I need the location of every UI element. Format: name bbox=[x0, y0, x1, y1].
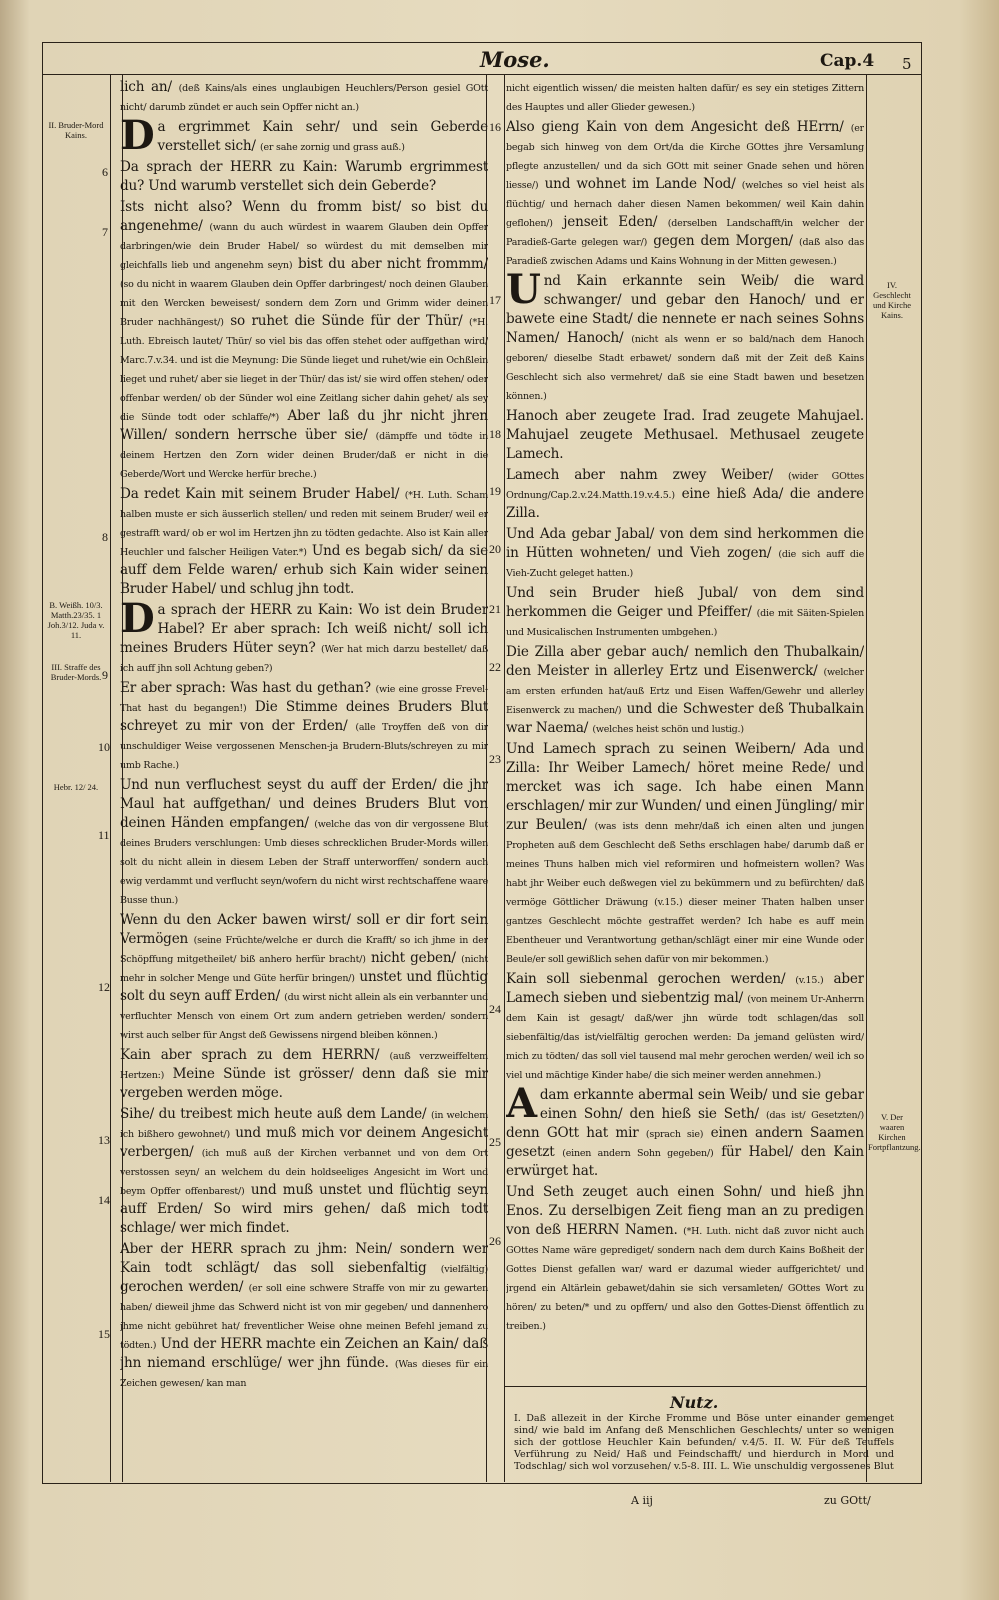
margin-note-bruder-mord: II. Bruder-Mord Kains. bbox=[48, 120, 104, 140]
verse-paragraph: nicht eigentlich wissen/ die meisten halten dafür/ es sey ein stetiges Zittern des Hauptes und aller Glieder gewesen.) bbox=[506, 83, 864, 113]
verse-paragraph: Und Lamech sprach zu seinen Weibern/ Ada und Zilla: Ihr Weiber Lamech/ höret meine Rede/ und mercket was ich sage. Ich habe einen Mann erschlagen/ mir zur Wunden/ und einen Jüngling/ mir zur Beulen/ (was ists denn mehr/daß ich einen alten und jungen Propheten auß dem Geschlecht deß Seths erschlagen habe/ darumb daß er meines Thuns halben mich viel reformiren und hofmeistern wollen? Was habt jhr Weiber euch deßwegen viel zu bekümmern und zu befürchten/ daß vermöge Göttlicher Dräwung (v.15.) dieser meiner Thaten halben unser gantzes Geschlecht möchte gestraffet werden? Ich habe es auff mein Ebentheuer und Verantwortung gethan/schlägt einer mir eine Wunde oder Beule/er soll gewißlich sehen dafür von mir bekommen.) bbox=[506, 741, 864, 965]
header-rule bbox=[42, 74, 922, 75]
verse-number: 25 bbox=[489, 1135, 501, 1149]
verse-number: 23 bbox=[489, 752, 501, 766]
right-margin-rule bbox=[866, 74, 867, 1482]
verse-number: 11 bbox=[98, 828, 110, 842]
verse-paragraph: Da sprach der HERR zu Kain: Wo ist dein Bruder Habel? Er aber sprach: Ich weiß nicht/ soll ich meines Bruders Hüter seyn? (Wer hat mich darzu bestellet/ daß ich auff jhn soll Achtung geben?) bbox=[120, 595, 488, 674]
verse-paragraph: Da sprach der HERR zu Kain: Warumb ergrimmest du? Und warumb verstellet sich dein Geberde? bbox=[120, 159, 488, 194]
left-margin-rule bbox=[110, 74, 111, 1482]
verse-paragraph: Adam erkannte abermal sein Weib/ und sie gebar einen Sohn/ den hieß sie Seth/ (das ist/ Gesetzten/) denn GOtt hat mir (sprach sie) einen andern Saamen gesetzt (einen andern Sohn gegeben/) für Habel/ den Kain erwürget hat. bbox=[506, 1080, 864, 1179]
verse-number: 22 bbox=[489, 660, 501, 674]
verse-number: 10 bbox=[98, 740, 110, 754]
verse-number: 8 bbox=[102, 530, 108, 544]
catchword: zu GOtt/ bbox=[824, 1494, 871, 1507]
verse-paragraph: Und Kain erkannte sein Weib/ die ward schwanger/ und gebar den Hanoch/ und er bawete eine Stadt/ die nennete er nach seines Sohns Namen/ Hanoch/ (nicht als wenn er so bald/nach dem Hanoch geboren/ dieselbe Stadt erbawet/ sondern daß mit der Zeit deß Kains Geschlecht sich also vermehret/ daß sie eine Stadt bawen und besetzen können.) bbox=[506, 266, 864, 402]
verse-paragraph: Die Zilla aber gebar auch/ nemlich den Thubalkain/ den Meister in allerley Ertz und Eisenwerck/ (welcher am ersten erfunden hat/auß Ertz und Eisen Waffen/Gewehr und allerley Eisenwerck zu machen/) und die Schwester deß Thubalkain war Naema/ (welches heist schön und lustig.) bbox=[506, 644, 864, 736]
verse-number: 14 bbox=[98, 1193, 110, 1207]
verse-paragraph: Er aber sprach: Was hast du gethan? (wie eine grosse Frevel-That hast du begangen!) Die Stimme deines Bruders Blut schreyet zu mir von der Erden/ (alle Troyffen deß von dir unschuldiger Weise vergossenen Menschen-ja Brudern-Bluts/schreyen zu mir umb Rache.) bbox=[120, 680, 488, 771]
center-rule-b bbox=[504, 74, 505, 1482]
margin-note-geschlecht-kains: IV. Geschlecht und Kirche Kains. bbox=[872, 280, 911, 320]
verse-paragraph: Sihe/ du treibest mich heute auß dem Lande/ (in welchem ich bißhero gewohnet/) und muß mich vor deinem Angesicht verbergen/ (ich muß auß der Kirchen verbannet und von dem Ort verstossen seyn/ an welchem du dein holdseeliges Angesicht im Wort und beym Opffer offenbarest/) und muß unstet und flüchtig seyn auff Erden/ So wird mirs gehen/ daß mich todt schlage/ wer mich findet. bbox=[120, 1106, 488, 1236]
verse-paragraph: Und sein Bruder hieß Jubal/ von dem sind herkommen die Geiger und Pfeiffer/ (die mit Säiten-Spielen und Musicalischen Instrumenten umbgehen.) bbox=[506, 585, 864, 638]
verse-number: 7 bbox=[102, 225, 108, 239]
verse-paragraph: Hanoch aber zeugete Irad. Irad zeugete Mahujael. Mahujael zeugete Methusael. Methusael zeugete Lamech. bbox=[506, 408, 864, 462]
margin-note-kirchen: V. Der waaren Kirchen Fortpflantzung. bbox=[868, 1112, 921, 1152]
verse-paragraph: Wenn du den Acker bawen wirst/ soll er dir fort sein Vermögen (seine Früchte/welche er durch die Krafft/ so ich jhme in der Schöpffung mitgetheilet/ biß anhero herfür bracht/) nicht geben/ (nicht mehr in solcher Menge und Güte herfür bringen/) unstet und flüchtig solt du seyn auff Erden/ (du wirst nicht allein als ein verbannter und verfluchter Mensch von einem Ort zum andern getrieben werden/ sondern wirst auch selber für Angst deß Gewissens nirgend bleiben können.) bbox=[120, 912, 488, 1041]
running-title: Mose. bbox=[480, 47, 550, 72]
left-text-column bbox=[120, 78, 488, 1480]
nutz-rule bbox=[504, 1386, 866, 1387]
verse-number: 26 bbox=[489, 1234, 501, 1248]
verse-paragraph: Da redet Kain mit seinem Bruder Habel/ (*H. Luth. Scham halben muste er sich äusserlich stellen/ und reden mit seinem Bruder/ weil er gestrafft ward/ ob er wol im Hertzen jhn zu tödten gedachte. Also ist Kain aller Heuchler und falscher Heiligen Vater.*) Und es begab sich/ da sie auff dem Felde waren/ erhub sich Kain wider seinen Bruder Habel/ und schlug jhn todt. bbox=[120, 486, 488, 597]
margin-note-hebr: Hebr. 12/ 24. bbox=[53, 782, 99, 792]
verse-number: 12 bbox=[98, 980, 110, 994]
right-text-column bbox=[506, 78, 864, 1378]
nutz-text: I. Daß allezeit in der Kirche Fromme und Böse unter einander gemenget sind/ wie bald im Anfang deß Menschlichen Geschlechts/ unter so wenigen sich der gottlose Heuchler Kain befunden/ v.4/5. II. W. Für deß Teuffels Verführung zu Neid/ Haß und Feindschafft/ und hierdurch in Mord und Todschlag/ sich wol vorzusehen/ v.5-8. III. L. Wie unschuldig vergossenes Blut bbox=[514, 1413, 894, 1472]
verse-number: 16 bbox=[489, 120, 501, 134]
verse-number: 20 bbox=[489, 542, 501, 556]
verse-number: 18 bbox=[489, 427, 501, 441]
verse-number: 13 bbox=[98, 1133, 110, 1147]
nutz-heading: Nutz. bbox=[670, 1393, 719, 1412]
verse-paragraph: Und nun verfluchest seyst du auff der Erden/ die jhr Maul hat auffgethan/ und deines Bruders Blut von deinen Händen empfangen/ (welche das von dir vergossene Blut deines Bruders verschlungen: Umb dieses schrecklichen Bruder-Mords willen solt du nicht allein in diesem Leben der Straff unterworffen/ sondern auch ewig verdammt und verflucht seyn/wofern du nicht wirst rechtschaffene waare Busse thun.) bbox=[120, 777, 488, 906]
verse-number: 17 bbox=[489, 293, 501, 307]
margin-note-references: B. Weißh. 10/3. Matth.23/35. 1 Joh.3/12. Juda v. 11. bbox=[47, 600, 105, 640]
verse-number: 6 bbox=[102, 165, 108, 179]
verse-number: 19 bbox=[489, 484, 501, 498]
page-number: 5 bbox=[902, 55, 912, 73]
verse-paragraph: Und Ada gebar Jabal/ von dem sind herkommen die in Hütten wohneten/ und Vieh zogen/ (die sich auff die Vieh-Zucht geleget hatten.) bbox=[506, 526, 864, 579]
verse-paragraph: lich an/ (deß Kains/als eines unglaubigen Heuchlers/Person gesiel GOtt nicht/ darumb zündet er auch sein Opffer nicht an.) bbox=[120, 79, 488, 113]
verse-paragraph: Aber der HERR sprach zu jhm: Nein/ sondern wer Kain todt schlägt/ das soll siebenfaltig (vielfältig) gerochen werden/ (er soll eine schwere Straffe von mir zu gewarten haben/ dieweil jhme das Schwerd nicht ist von mir gegeben/ und dannenhero jhme nicht gebühret hat/ freventlicher Weise ohne meinen Befehl jemand zu tödten.) Und der HERR machte ein Zeichen an Kain/ daß jhn niemand erschlüge/ wer jhn fünde. (Was dieses für ein Zeichen gewesen/ kan man bbox=[120, 1241, 488, 1389]
verse-paragraph: Also gieng Kain von dem Angesicht deß HErrn/ (er begab sich hinweg von dem Ort/da die Kirche GOttes jhre Versamlung pflegte anzustellen/ und da sich GOtt mit seiner Gnade sehen und hören liesse/) und wohnet im Lande Nod/ (welches so viel heist als flüchtig/ und hernach daher diesen Namen bekommen/ weil Kain dahin geflohen/) jenseit Eden/ (derselben Landschafft/in welcher der Paradieß-Garte gelegen war/) gegen dem Morgen/ (daß also das Paradieß zwischen Adams und Kains Wohnung in der Mitten gewesen.) bbox=[506, 119, 864, 267]
signature-mark: A iij bbox=[631, 1494, 653, 1507]
verse-number: 9 bbox=[102, 668, 108, 682]
margin-note-straffe: III. Straffe des Bruder-Mords. bbox=[50, 662, 102, 682]
verse-paragraph: Ists nicht also? Wenn du fromm bist/ so bist du angenehme/ (wann du auch würdest in waarem Glauben dein Opffer darbringen/wie dein Bruder Habel/ so würdest du mit demselben mir gleichfalls lieb und angenehm seyn) bist du aber nicht frommm/ (so du nicht in waarem Glauben dein Opffer darbringest/ noch deinen Glauben mit den Wercken beweisest/ sondern dem Zorn und Grimm wider deinen Bruder nachhängest/) so ruhet die Sünde für der Thür/ (*H. Luth. Ebreisch lautet/ Thür/ so viel bis das offen stehet oder auffgethan wird/ Marc.7.v.34. und ist die Meynung: Die Sünde lieget und ruhet/wie ein Ochßlein lieget und ruhet/ aber sie lieget in der Thür/ das ist/ sie wird offen stehen/ oder offenbar werden/ ob der Sünder wol eine Zeitlang sicher dahin gehet/ als sey die Sünde todt oder schlaffe/*) Aber laß du jhr nicht jhren Willen/ sondern herrsche über sie/ (dämpffe und tödte in deinem Hertzen den Zorn wider deinen Bruder/daß er nicht in die Geberde/Wort und Wercke herfür breche.) bbox=[120, 199, 488, 480]
chapter-label: Cap.4 bbox=[820, 51, 875, 71]
verse-paragraph: Und Seth zeuget auch einen Sohn/ und hieß jhn Enos. Zu derselbigen Zeit fieng man an zu predigen von deß HERRN Namen. (*H. Luth. nicht daß zuvor nicht auch GOttes Name wäre geprediget/ sondern nach dem durch Kains Boßheit der Gottes Dienst gefallen war/ ward er dazumal wieder auffgerichtet/ und jrgend ein Altärlein gebawet/dahin sie sich versamleten/ GOttes Wort zu hören/ zu beten/* und zu opffern/ und also den Gottes-Dienst öffentlich zu treiben.) bbox=[506, 1184, 864, 1332]
verse-paragraph: Da ergrimmet Kain sehr/ und sein Geberde verstellet sich/ (er sahe zornig und grass auß.) bbox=[120, 112, 488, 159]
verse-number: 21 bbox=[489, 602, 501, 616]
verse-paragraph: Lamech aber nahm zwey Weiber/ (wider GOttes Ordnung/Cap.2.v.24.Matth.19.v.4.5.) eine hieß Ada/ die andere Zilla. bbox=[506, 467, 864, 521]
verse-paragraph: Kain aber sprach zu dem HERRN/ (auß verzweiffeltem Hertzen:) Meine Sünde ist grösser/ denn daß sie mir vergeben werden möge. bbox=[120, 1047, 488, 1101]
verse-paragraph: Kain soll siebenmal gerochen werden/ (v.15.) aber Lamech sieben und siebentzig mal/ (von meinem Ur-Anherrn dem Kain ist gesagt/ daß/wer jhn würde todt schlagen/das soll siebenfältig/das ist/vielfältig gerochen werden: Da jemand gelüsten wird/ mich zu tödten/ das soll viel tausend mal mehr gerochen werden/ weil ich so viel und mächtige Kinder habe/ die sich meiner werden annehmen.) bbox=[506, 971, 864, 1081]
verse-number: 15 bbox=[98, 1327, 110, 1341]
verse-number: 24 bbox=[489, 1002, 501, 1016]
